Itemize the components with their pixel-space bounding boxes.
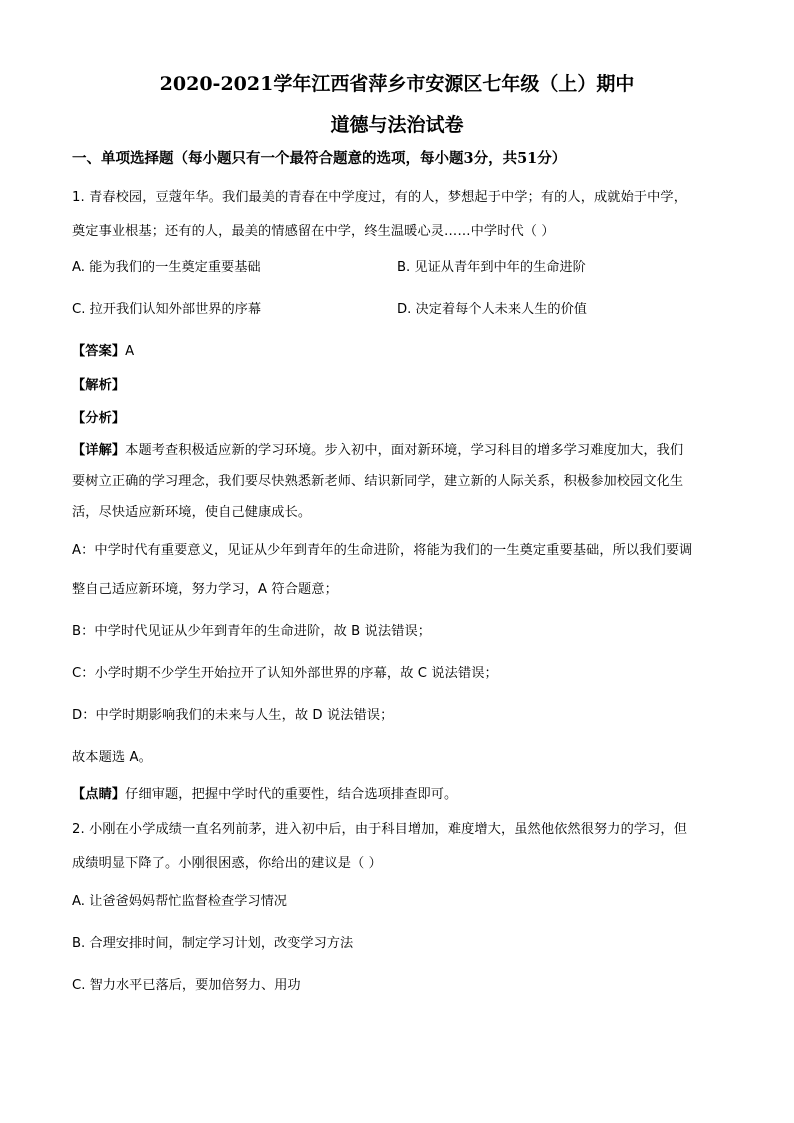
exam-title-line-2: 道德与法治试卷 <box>330 114 464 136</box>
q1-option-a: A. 能为我们的一生奠定重要基础 <box>72 260 261 275</box>
q1-detail-line-1 <box>72 441 683 461</box>
q1-option-b: B. 见证从青年到中年的生命进阶 <box>397 260 586 275</box>
q2-option-c: C. 智力水平已落后，要加倍努力、用功 <box>72 978 301 993</box>
q2-option-b: B. 合理安排时间，制定学习计划，改变学习方法 <box>72 936 354 951</box>
section-heading-single-choice: 一、单项选择题（每小题只有一个最符合题意的选项，每小题3分，共51分） <box>72 150 567 167</box>
detail-text: 本题考查积极适应新的学习环境。步入初中，面对新环境，学习科目的增多学习难度加大，我们 <box>125 443 684 458</box>
q2-stem-line-2: 成绩明显下降了。小刚很困惑，你给出的建议是（ ） <box>72 856 382 871</box>
q1-conclusion: 故本题选 A。 <box>72 750 152 765</box>
q1-dianjing <box>72 785 457 805</box>
fenxi-tag: 【分析】 <box>72 411 126 426</box>
q1-stem-line-2: 奠定事业根基；还有的人，最美的情感留在中学，终生温暖心灵……中学时代（ ） <box>72 224 555 239</box>
analysis-tag: 【解析】 <box>72 378 126 393</box>
q1-detail-line-2: 要树立正确的学习理念，我们要尽快熟悉新老师、结识新同学，建立新的人际关系，积极参加校园文化生 <box>72 474 684 489</box>
q1-explain-a-line-2: 整自己适应新环境，努力学习，A 符合题意； <box>72 582 338 597</box>
q1-explain-c: C：小学时期不少学生开始拉开了认知外部世界的序幕，故 C 说法错误； <box>72 666 498 681</box>
exam-title-line-1: 2020-2021学年江西省萍乡市安源区七年级（上）期中 <box>159 73 635 95</box>
answer-value: A <box>125 344 135 359</box>
dianjing-tag: 【点睛】 <box>72 787 126 802</box>
detail-tag: 【详解】 <box>72 443 126 458</box>
q1-stem-line-1: 1. 青春校园，豆蔻年华。我们最美的青春在中学度过，有的人，梦想起于中学；有的人，成就始于中学， <box>72 190 688 205</box>
q1-option-d: D. 决定着每个人未来人生的价值 <box>397 302 587 317</box>
dianjing-text: 仔细审题，把握中学时代的重要性，结合选项排查即可。 <box>125 787 458 802</box>
q1-detail-line-3: 活，尽快适应新环境，使自己健康成长。 <box>72 505 312 520</box>
q1-explain-d: D：中学时期影响我们的未来与人生，故 D 说法错误； <box>72 708 394 723</box>
q1-option-c: C. 拉开我们认知外部世界的序幕 <box>72 302 262 317</box>
q1-explain-b: B：中学时代见证从少年到青年的生命进阶，故 B 说法错误； <box>72 624 432 639</box>
q2-option-a: A. 让爸爸妈妈帮忙监督检查学习情况 <box>72 894 287 909</box>
q2-stem-line-1: 2. 小刚在小学成绩一直名列前茅，进入初中后，由于科目增加，难度增大，虽然他依然很努力的学习，但 <box>72 822 688 837</box>
q1-answer <box>72 342 134 362</box>
q1-explain-a-line-1: A：中学时代有重要意义，见证从少年到青年的生命进阶，将能为我们的一生奠定重要基础，所以我们要调 <box>72 543 693 558</box>
answer-tag: 【答案】 <box>72 344 126 359</box>
